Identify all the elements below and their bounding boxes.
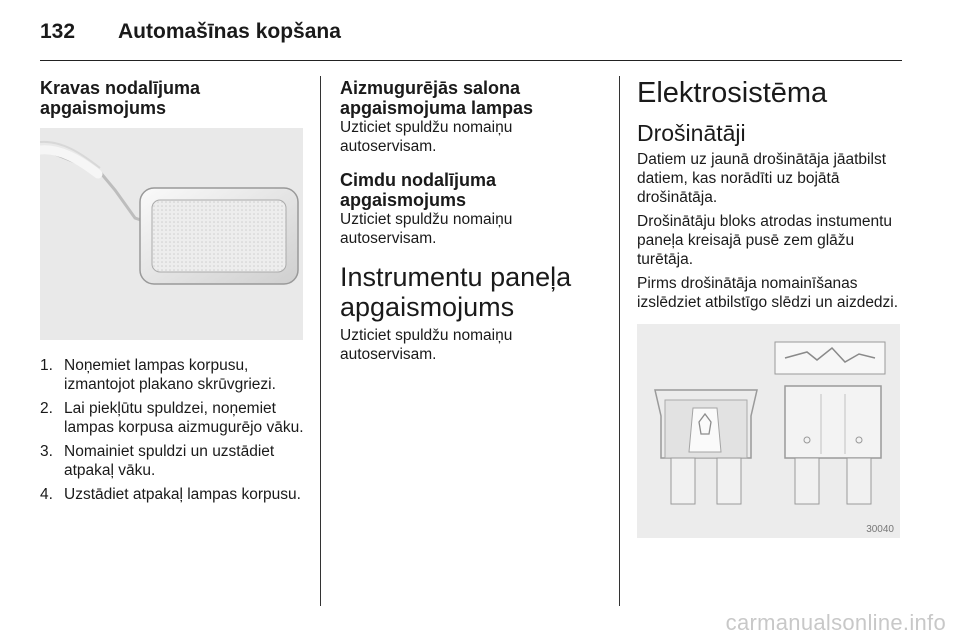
cargo-lamp-figure	[40, 128, 303, 340]
step-list	[40, 356, 305, 504]
watermark-link[interactable]: carmanualsonline.info	[725, 610, 946, 635]
list-item	[40, 356, 305, 394]
step-number: 4.	[40, 486, 53, 503]
step-text: Lai piekļūtu spuldzei, noņemiet lampas korpusa aizmugurējo vāku.	[64, 400, 304, 436]
chapter-title: Automašīnas kopšana	[118, 20, 341, 43]
instrument-panel-light-text: Uzticiet spuldžu nomaiņu autoservisam.	[340, 327, 513, 363]
instrument-panel-light-heading: Instrumentu paneļa apgaismojums	[340, 262, 572, 322]
figure-code: 30040	[866, 524, 894, 535]
step-number: 2.	[40, 400, 53, 417]
electrical-system-heading: Elektrosistēma	[637, 77, 828, 109]
fuse-figure	[637, 324, 900, 538]
step-number: 3.	[40, 443, 53, 460]
page-number: 132	[40, 20, 76, 43]
list-item	[40, 442, 305, 480]
glovebox-light-text: Uzticiet spuldžu nomaiņu autoservisam.	[340, 211, 513, 247]
step-text: Noņemiet lampas korpusu, izmantojot plakano skrūvgriezi.	[64, 357, 276, 393]
fuse-para-2: Drošinātāju bloks atrodas instumentu paneļa kreisajā pusē zem glāžu turētāja.	[637, 213, 893, 268]
glovebox-light-heading: Cimdu nodalījuma apgaismojums	[340, 170, 497, 210]
fuse-para-3: Pirms drošinātāja nomainīšanas izslēdziet atbilstīgo slēdzi un aizdedzi.	[637, 275, 899, 311]
rear-interior-light-heading: Aizmugurējās salona apgaismojuma lampas	[340, 78, 534, 118]
fuses-heading: Drošinātāji	[637, 120, 746, 146]
lamp-illustration	[40, 128, 303, 340]
cargo-light-heading: Kravas nodalījuma apgaismojums	[40, 78, 201, 118]
column-divider-2	[619, 76, 620, 606]
column-cargo-light	[40, 78, 305, 509]
step-text: Nomainiet spuldzi un uzstādiet atpakaļ vāku.	[64, 443, 275, 479]
header-rule	[40, 60, 902, 61]
list-item	[40, 399, 305, 437]
step-text: Uzstādiet atpakaļ lampas korpusu.	[64, 486, 301, 503]
rear-interior-light-text: Uzticiet spuldžu nomaiņu autoservisam.	[340, 119, 513, 155]
fuse-para-1: Datiem uz jaunā drošinātāja jāatbilst datiem, kas norādīti uz bojātā drošinātāja.	[637, 151, 886, 206]
step-number: 1.	[40, 357, 53, 374]
column-interior-lights	[340, 78, 610, 364]
column-electrical	[637, 78, 907, 538]
fuse-illustration	[637, 324, 900, 538]
column-divider-1	[320, 76, 321, 606]
list-item	[40, 485, 305, 504]
